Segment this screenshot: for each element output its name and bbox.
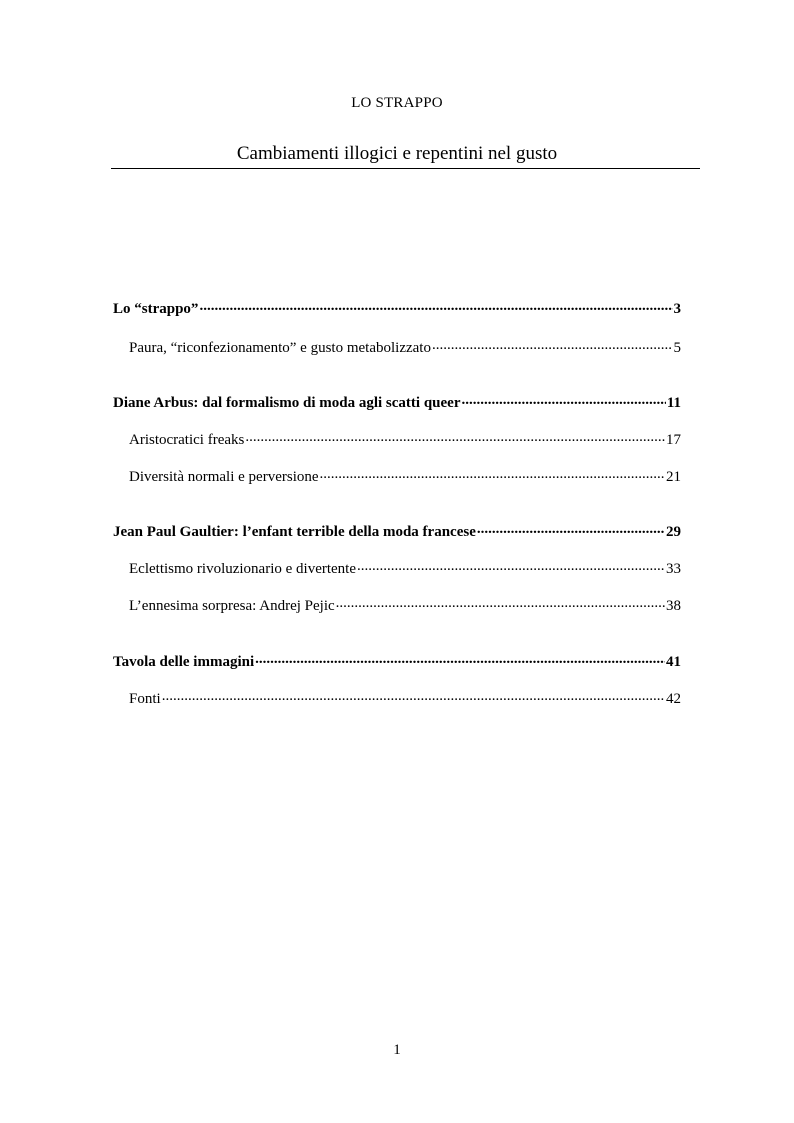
toc-dot-leader [432,337,673,352]
toc-dot-leader [245,429,665,444]
toc-entry-page: 41 [666,654,681,670]
toc-entry-lo-strappo[interactable] [113,298,681,318]
toc-entry-aristocratici-freaks[interactable] [129,429,681,449]
toc-entry-page: 29 [666,524,681,540]
toc-entry-title: Diane Arbus: dal formalismo di moda agli scatti queer [113,395,461,411]
toc-entry-page: 17 [666,432,681,448]
toc-dot-leader [336,595,665,610]
toc-entry-title: Fonti [129,691,161,707]
toc-entry-title: L’ennesima sorpresa: Andrej Pejic [129,598,335,614]
toc-dot-leader [477,521,665,536]
toc-entry-fonti[interactable] [129,688,681,708]
header-divider [111,168,700,169]
toc-entry-jean-paul-gaultier[interactable] [113,521,681,541]
toc-entry-title: Lo “strappo” [113,301,199,317]
toc-entry-page: 3 [673,301,681,317]
toc-entry-tavola-immagini[interactable] [113,651,681,671]
toc-entry-andrej-pejic[interactable] [129,595,681,615]
toc-entry-title: Diversità normali e perversione [129,469,319,485]
toc-entry-title: Tavola delle immagini [113,654,255,670]
toc-dot-leader [162,688,665,703]
toc-entry-title: Paura, “riconfezionamento” e gusto metabolizzato [129,340,431,356]
toc-dot-leader [255,651,665,666]
toc-entry-page: 21 [666,469,681,485]
toc-entry-page: 33 [666,561,681,577]
toc-entry-eclettismo[interactable] [129,558,681,578]
toc-entry-paura[interactable] [129,337,681,357]
toc-dot-leader [199,298,672,313]
toc-dot-leader [357,558,665,573]
toc-entry-title: Jean Paul Gaultier: l’enfant terrible della moda francese [113,524,476,540]
running-header-title: LO STRAPPO [351,95,443,111]
toc-entry-page: 5 [673,340,681,356]
toc-entry-page: 38 [666,598,681,614]
running-header-subtitle: Cambiamenti illogici e repentini nel gusto [236,143,558,164]
page-number: 1 [393,1042,401,1058]
toc-entry-diversita[interactable] [129,466,681,486]
toc-entry-page: 42 [666,691,681,707]
toc-entry-title: Aristocratici freaks [129,432,245,448]
toc-dot-leader [462,392,666,407]
toc-entry-page: 11 [666,395,681,411]
toc-dot-leader [320,466,665,481]
toc-entry-title: Eclettismo rivoluzionario e divertente [129,561,357,577]
toc-entry-diane-arbus[interactable] [113,392,681,412]
